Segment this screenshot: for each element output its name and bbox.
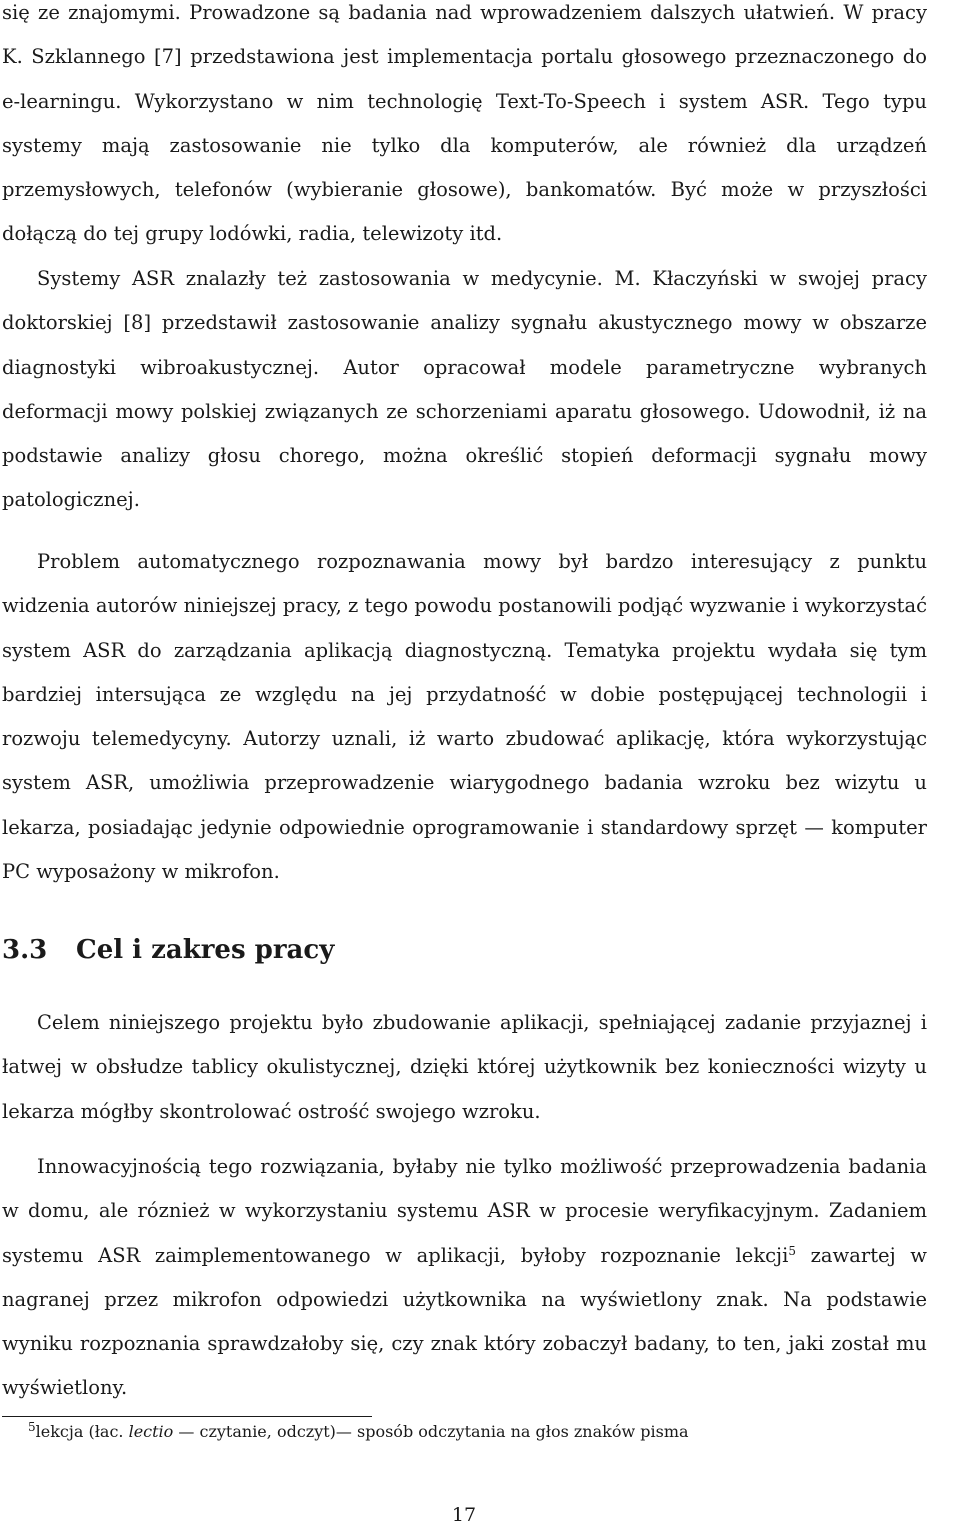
section-title: Cel i zakres pracy <box>76 935 335 965</box>
paragraph-innovation <box>2 1145 927 1411</box>
paragraph-asr-medicine: Systemy ASR znalazły też zastosowania w medycynie. M. Kłaczyński w swojej pracy doktorskiej [8] przedstawił zastosowanie analizy sygnału akustycznego mowy w obszarze diagnostyki wibroakustycznej. Autor opracował modele parametryczne wybranych deformacji mowy polskiej związanych ze schorzeniami aparatu głosowego. Udowodnił, iż na podstawie analizy głosu chorego, można określić stopień deformacji sygnału mowy patologicznej. <box>2 267 927 512</box>
paragraph-innovation-text-end: zawartej w nagranej przez mikrofon odpowiedzi użytkownika na wyświetlony znak. Na podstawie wyniku rozpoznania sprawdzałoby się, czy znak który zobaczył badany, to ten, jaki został mu wyświetlony. <box>2 1243 927 1400</box>
footnote-reference: 5 <box>788 1243 796 1258</box>
paragraph-goal: Celem niniejszego projektu było zbudowanie aplikacji, spełniającej zadanie przyjaznej i łatwej w obsłudze tablicy okulistycznej, dzięki której użytkownik bez konieczności wizyty u lekarza mógłby skontrolować ostrość swojego wzroku. <box>2 1011 927 1123</box>
footnote-separator <box>2 1416 372 1417</box>
page-number: 17 <box>451 1504 477 1526</box>
footnote-text-start: lekcja (łac. <box>35 1422 129 1441</box>
footnote-text-end: — czytanie, odczyt)— sposób odczytania na głos znaków pisma <box>173 1422 689 1441</box>
footnote-marker: 5 <box>28 1420 36 1434</box>
paragraph-continued-portals: się ze znajomymi. Prowadzone są badania nad wprowadzeniem dalszych ułatwień. W pracy K. Szklannego [7] przedstawiona jest implementacja portalu głosowego przeznaczonego do e-learningu. Wykorzystano w nim technologię Text-To-Speech i system ASR. Tego typu systemy mają zastosowanie nie tylko dla komputerów, ale również dla urządzeń przemysłowych, telefonów (wybieranie głosowe), bankomatów. Być może w przyszłości dołączą do tej grupy lodówki, radia, telewizoty itd. <box>2 1 927 246</box>
footnote-term: lectio <box>128 1422 174 1441</box>
section-heading <box>2 928 334 972</box>
paragraph-innovation-text-start: Innowacyjnością tego rozwiązania, byłaby nie tylko możliwość przeprowadzenia badania w domu, ale róznież w wykorzystaniu systemu ASR w procesie weryfikacyjnym. Zadaniem systemu ASR zaimplementowanego w aplikacji, byłoby rozpoznanie lekcji <box>2 1155 927 1267</box>
footnote <box>28 1418 689 1446</box>
paragraph-problem-statement: Problem automatycznego rozpoznawania mowy był bardzo interesujący z punktu widzenia autorów niniejszej pracy, z tego powodu postanowili podjąć wyzwanie i wykorzystać system ASR do zarządzania aplikacją diagnostyczną. Tematyka projektu wydała się tym bardziej intersująca ze względu na jej przydatność w dobie postępującej technologii i rozwoju telemedycyny. Autorzy uznali, iż warto zbudować aplikację, która wykorzystując system ASR, umożliwia przeprowadzenie wiarygodnego badania wzroku bez wizytu u lekarza, posiadając jedynie odpowiednie oprogramowanie i standardowy sprzęt — komputer PC wyposażony w mikrofon. <box>2 550 927 884</box>
section-number: 3.3 <box>2 935 48 965</box>
